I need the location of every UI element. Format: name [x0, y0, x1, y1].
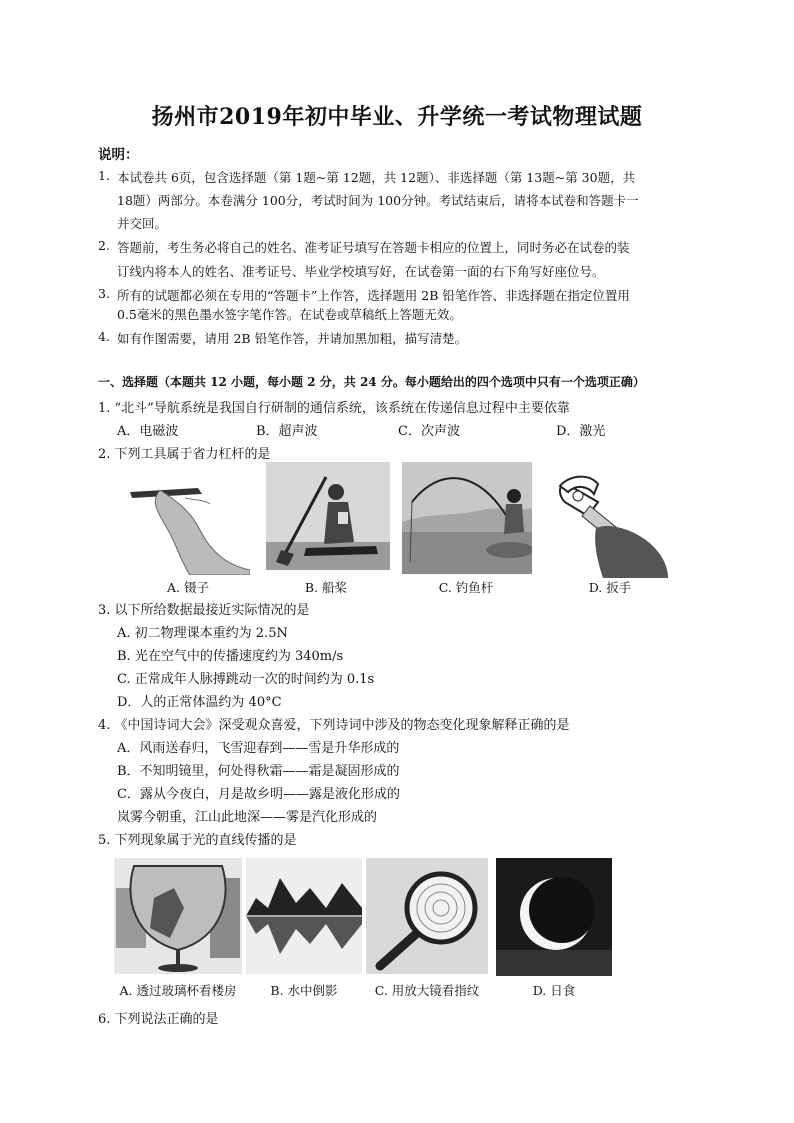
question-2-stem: 2. 下列工具属于省力杠杆的是	[98, 447, 271, 462]
eclipse-image	[496, 858, 612, 976]
q4-option-d: 岚雾今朝重，江山此地深——雾是汽化形成的	[117, 810, 378, 825]
paddle-image	[266, 462, 390, 570]
q2-caption-a: A. 镊子	[167, 580, 209, 595]
question-5-stem: 5. 下列现象属于光的直线传播的是	[98, 833, 297, 848]
q5-caption-d: D. 日食	[532, 983, 576, 998]
q3-option-d: D．人的正常体温约为 40°C	[117, 695, 282, 710]
section-heading: 一、选择题（本题共 12 小题，每小题 2 分，共 24 分。每小题给出的四个选项中只有一个选项正确）	[98, 375, 645, 389]
q4-option-b: B．不知明镜里，何处得秋霜——霜是凝固形成的	[117, 764, 400, 779]
note-line: 0.5毫米的黑色墨水签字笔作答。在试卷或草稿纸上答题无效。	[117, 307, 462, 322]
question-3-stem: 3. 以下所给数据最接近实际情况的是	[98, 603, 310, 618]
tweezers-image	[130, 470, 250, 575]
note-number: 1.	[98, 168, 110, 183]
note-line: 订线内将本人的姓名、准考证号、毕业学校填写好，在试卷第一面的右下角写好座位号。	[117, 264, 605, 279]
glass-image	[114, 858, 242, 974]
q1-option-d: D．激光	[556, 424, 606, 439]
note-line: 如有作图需要，请用 2B 铅笔作答，并请加黑加粗，描写清楚。	[117, 331, 468, 346]
reflection-image	[246, 858, 362, 974]
notes-heading: 说明：	[98, 147, 139, 163]
q4-option-a: A．风雨送春归，飞雪迎春到——雪是升华形成的	[117, 741, 400, 756]
q3-option-a: A. 初二物理课本重约为 2.5N	[117, 626, 288, 641]
note-line: 所有的试题都必须在专用的“答题卡”上作答，选择题用 2B 铅笔作答、非选择题在指定位置用	[117, 288, 630, 303]
q5-caption-c: C. 用放大镜看指纹	[374, 983, 480, 998]
note-number: 4.	[98, 329, 110, 344]
note-number: 3.	[98, 286, 110, 301]
magnifier-image	[366, 858, 488, 974]
q3-option-b: B. 光在空气中的传播速度约为 340m/s	[117, 649, 344, 664]
q5-caption-b: B. 水中倒影	[270, 983, 338, 998]
q1-option-c: C．次声波	[398, 424, 460, 439]
q5-caption-a: A. 透过玻璃杯看楼房	[119, 983, 237, 998]
note-line: 并交回。	[117, 216, 168, 231]
q4-option-c: C．露从今夜白，月是故乡明——露是液化形成的	[117, 787, 400, 802]
q3-option-c: C. 正常成年人脉搏跳动一次的时间约为 0.1s	[117, 672, 375, 687]
note-number: 2.	[98, 238, 110, 253]
question-6-stem: 6. 下列说法正确的是	[98, 1012, 219, 1027]
fishing-rod-image	[402, 462, 532, 574]
question-4-stem: 4. 《中国诗词大会》深受观众喜爱，下列诗词中涉及的物态变化现象解释正确的是	[98, 718, 570, 733]
wrench-image	[548, 468, 668, 578]
note-line: 答题前，考生务必将自己的姓名、准考证号填写在答题卡相应的位置上，同时务必在试卷的装	[117, 240, 630, 255]
q1-option-b: B．超声波	[256, 424, 318, 439]
note-line: 18题）两部分。本卷满分 100分，考试时间为 100分钟。考试结束后，请将本试卷和答题卡一	[117, 193, 639, 208]
note-line: 本试卷共 6页，包含选择题（第 1题~第 12题，共 12题）、非选择题（第 13题~第 30题，共	[117, 170, 636, 185]
q2-caption-c: C. 钓鱼杆	[438, 580, 494, 595]
q1-option-a: A．电磁波	[117, 424, 179, 439]
q2-caption-d: D. 扳手	[588, 580, 632, 595]
question-1-stem: 1. “北斗”导航系统是我国自行研制的通信系统，该系统在传递信息过程中主要依靠	[98, 401, 570, 416]
q2-caption-b: B. 船桨	[304, 580, 348, 595]
page-title: 扬州市2019年初中毕业、升学统一考试物理试题	[151, 104, 643, 130]
